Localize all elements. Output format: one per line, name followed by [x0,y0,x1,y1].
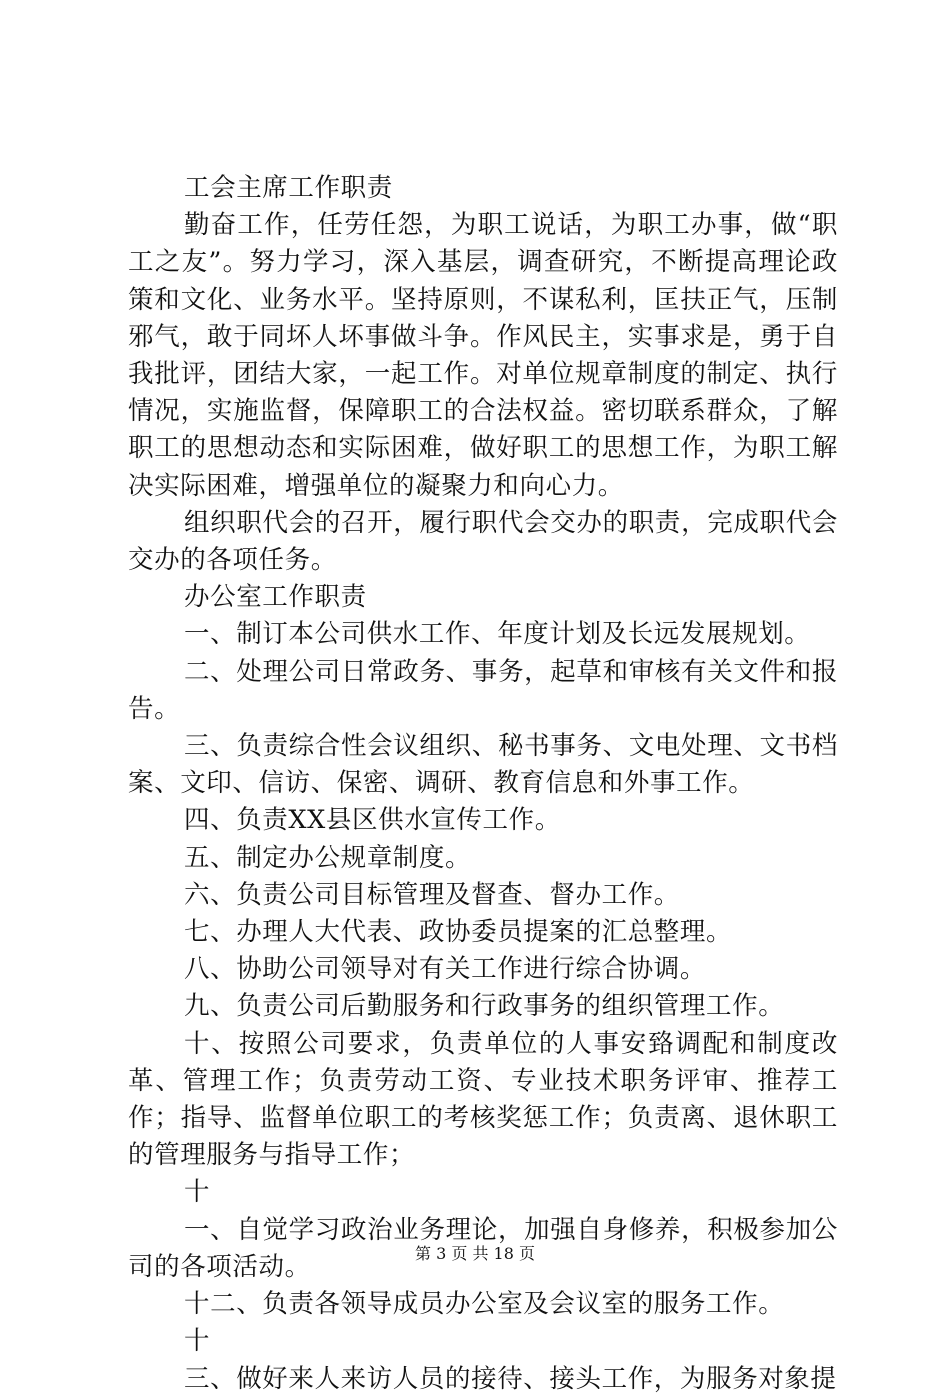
list-item: 三、负责综合性会议组织、秘书事务、文电处理、文书档案、文印、信访、保密、调研、教育信息和外事工作。 [128,731,838,799]
list-item: 七、办理人大代表、政协委员提案的汇总整理。 [184,917,733,948]
page-number-label: 第 3 页 共 18 页 [415,1244,535,1263]
page-footer [0,1243,950,1265]
list-item-fragment: 十 [184,1177,211,1208]
list-item: 十、按照公司要求，负责单位的人事安臵调配和制度改革、管理工作；负责劳动工资、专业技术职务评审、推荐工作；指导、监督单位职工的考核奖惩工作；负责离、退休职工的管理服务与指导工作； [128,1028,838,1171]
body-paragraph: 组织职代会的召开，履行职代会交办的职责，完成职代会交办的各项任务。 [128,507,838,576]
list-item: 一、自觉学习政治业务理论，加强自身修养，积极参加公司的各项活动。 [128,1214,838,1282]
list-item: 四、负责XX县区供水宣传工作。 [184,805,561,836]
list-item: 三、做好来人来访人员的接待、接头工作，为服务对象提 [184,1363,837,1394]
list-item: 十二、负责各领导成员办公室及会议室的服务工作。 [184,1289,785,1320]
body-paragraph: 勤奋工作，任劳任怨，为职工说话，为职工办事，做“职工之友”。努力学习，深入基层，调查研究，不断提高理论政策和文化、业务水平。坚持原则，不谋私利，匡扶正气，压制邪气，敢于同坏人坏事做斗争。作风民主，实事求是，勇于自我批评，团结大家，一起工作。对单位规章制度的制定、执行情况，实施监督，保障职工的合法权益。密切联系群众，了解职工的思想动态和实际困难，做好职工的思想工作，为职工解决实际困难，增强单位的凝聚力和向心力。 [128,210,838,501]
list-item: 九、负责公司后勤服务和行政事务的组织管理工作。 [184,991,785,1022]
list-item: 六、负责公司目标管理及督查、督办工作。 [184,879,680,910]
list-item-fragment: 十 [184,1326,211,1357]
list-item: 八、协助公司领导对有关工作进行综合协调。 [184,954,707,985]
section-title: 办公室工作职责 [184,582,367,613]
document-body [128,170,838,1398]
list-item: 二、处理公司日常政务、事务，起草和审核有关文件和报告。 [128,656,838,724]
list-item: 一、制订本公司供水工作、年度计划及长远发展规划。 [184,619,811,650]
section-title: 工会主席工作职责 [184,173,393,203]
list-item: 五、制定办公规章制度。 [184,842,472,873]
